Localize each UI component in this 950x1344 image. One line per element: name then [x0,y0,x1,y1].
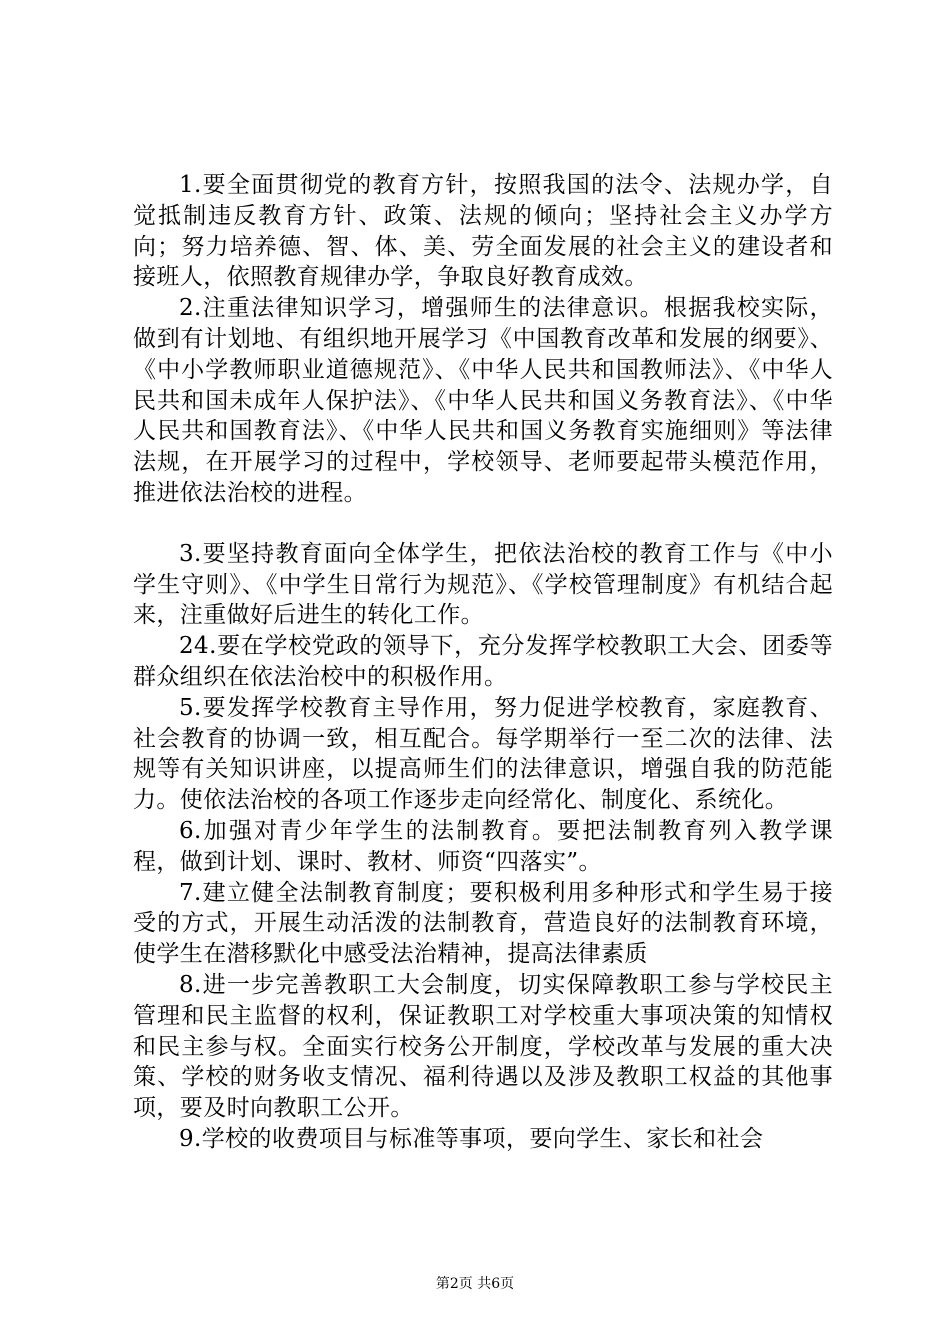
page-footer [0,1275,950,1293]
paragraph-4: 24.要在学校党政的领导下，充分发挥学校教职工大会、团委等群众组织在依法治校中的积极作用。 [133,633,833,690]
paragraph-2: 2.注重法律知识学习，增强师生的法律意识。根据我校实际，做到有计划地、有组织地开展学习《中国教育改革和发展的纲要》、《中小学教师职业道德规范》、《中华人民共和国教师法》、《中华人民共和国未成年人保护法》、《中华人民共和国义务教育法》、《中华人民共和国教育法》、《中华人民共和国义务教育实施细则》等法律法规，在开展学习的过程中，学校领导、老师要起带头模范作用，推进依法治校的进程。 [133,295,833,506]
paragraph-5: 5.要发挥学校教育主导作用，努力促进学校教育，家庭教育、社会教育的协调一致，相互配合。每学期举行一至二次的法律、法规等有关知识讲座，以提高师生们的法律意识，增强自我的防范能力。使依法治校的各项工作逐步走向经常化、制度化、系统化。 [133,694,833,814]
paragraph-7: 7.建立健全法制教育制度；要积极利用多种形式和学生易于接受的方式，开展生动活泼的法制教育，营造良好的法制教育环境，使学生在潜移默化中感受法治精神，提高法律素质 [133,879,833,968]
paragraph-1: 1.要全面贯彻党的教育方针，按照我国的法令、法规办学，自觉抵制违反教育方针、政策、法规的倾向；坚持社会主义办学方向；努力培养德、智、体、美、劳全面发展的社会主义的建设者和接班人，依照教育规律办学，争取良好教育成效。 [133,172,833,291]
paragraph-9: 9.学校的收费项目与标准等事项，要向学生、家长和社会 [179,1125,764,1152]
paragraph-6: 6.加强对青少年学生的法制教育。要把法制教育列入教学课程，做到计划、课时、教材、师资“四落实”。 [133,817,833,875]
paragraph-3: 3.要坚持教育面向全体学生，把依法治校的教育工作与《中小学生守则》、《中学生日常行为规范》、《学校管理制度》有机结合起来，注重做好后进生的转化工作。 [133,540,833,629]
document-body [133,170,833,1155]
page-number-label: 第2页 共6页 [435,1276,515,1292]
paragraph-8: 8.进一步完善教职工大会制度，切实保障教职工参与学校民主管理和民主监督的权利，保证教职工对学校重大事项决策的知情权和民主参与权。全面实行校务公开制度，学校改革与发展的重大决策、学校的财务收支情况、福利待遇以及涉及教职工权益的其他事项，要及时向教职工公开。 [133,971,833,1122]
